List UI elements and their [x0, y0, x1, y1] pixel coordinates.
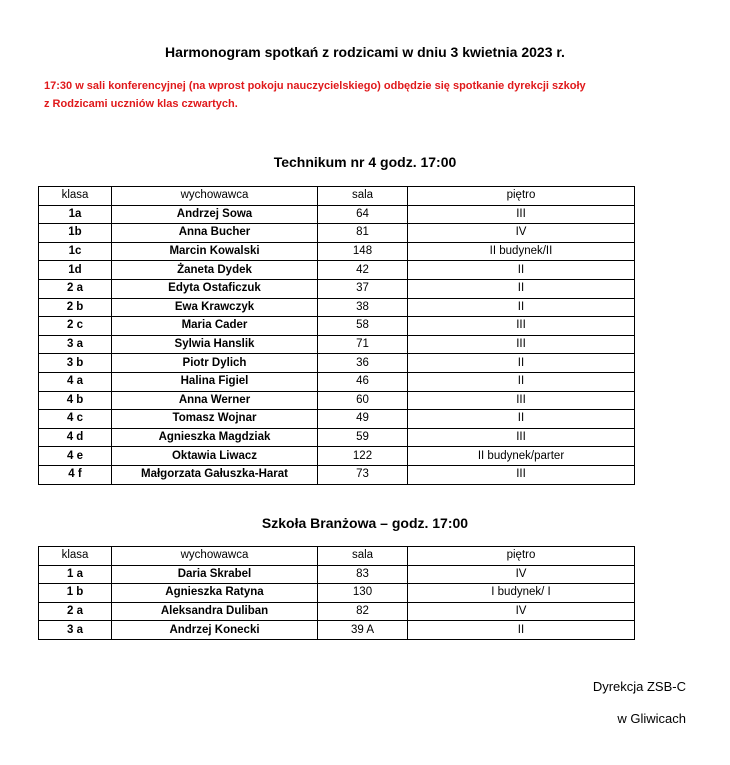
cell-wychowawca: Andrzej Sowa: [112, 205, 318, 224]
cell-klasa: 4 b: [39, 391, 112, 410]
cell-pietro: II: [408, 279, 635, 298]
cell-sala: 37: [318, 279, 408, 298]
table-row: [39, 391, 635, 410]
table-row: [39, 410, 635, 429]
cell-pietro: III: [408, 317, 635, 336]
cell-pietro: II: [408, 372, 635, 391]
cell-klasa: 2 b: [39, 298, 112, 317]
cell-klasa: 4 f: [39, 465, 112, 484]
col-header-wychowawca: wychowawca: [112, 187, 318, 206]
table-row: [39, 447, 635, 466]
cell-klasa: 4 e: [39, 447, 112, 466]
cell-sala: 39 A: [318, 621, 408, 640]
section-heading-technikum: Technikum nr 4 godz. 17:00: [273, 154, 457, 170]
cell-klasa: 3 a: [39, 621, 112, 640]
col-header-pietro: piętro: [408, 547, 635, 566]
cell-wychowawca: Żaneta Dydek: [112, 261, 318, 280]
cell-pietro: II: [408, 298, 635, 317]
cell-wychowawca: Anna Bucher: [112, 224, 318, 243]
cell-klasa: 1d: [39, 261, 112, 280]
cell-sala: 82: [318, 602, 408, 621]
cell-wychowawca: Andrzej Konecki: [112, 621, 318, 640]
table-row: [39, 335, 635, 354]
table-row: [39, 465, 635, 484]
cell-pietro: II budynek/II: [408, 242, 635, 261]
cell-wychowawca: Marcin Kowalski: [112, 242, 318, 261]
table-row: [39, 428, 635, 447]
cell-pietro: II budynek/parter: [408, 447, 635, 466]
cell-klasa: 1a: [39, 205, 112, 224]
cell-sala: 38: [318, 298, 408, 317]
cell-pietro: III: [408, 391, 635, 410]
table-row: [39, 584, 635, 603]
cell-sala: 71: [318, 335, 408, 354]
col-header-pietro: piętro: [408, 187, 635, 206]
cell-pietro: IV: [408, 565, 635, 584]
cell-wychowawca: Sylwia Hanslik: [112, 335, 318, 354]
cell-klasa: 3 a: [39, 335, 112, 354]
cell-sala: 36: [318, 354, 408, 373]
cell-wychowawca: Edyta Ostaficzuk: [112, 279, 318, 298]
table-row: [39, 372, 635, 391]
col-header-sala: sala: [318, 547, 408, 566]
table-row: [39, 621, 635, 640]
table-row: [39, 354, 635, 373]
cell-pietro: II: [408, 621, 635, 640]
col-header-wychowawca: wychowawca: [112, 547, 318, 566]
notice-line-2: z Rodzicami uczniów klas czwartych.: [44, 98, 238, 110]
cell-wychowawca: Ewa Krawczyk: [112, 298, 318, 317]
cell-sala: 64: [318, 205, 408, 224]
cell-pietro: III: [408, 205, 635, 224]
cell-pietro: II: [408, 261, 635, 280]
szkola-branzowa-table: [38, 546, 635, 640]
cell-wychowawca: Daria Skrabel: [112, 565, 318, 584]
cell-sala: 46: [318, 372, 408, 391]
cell-sala: 130: [318, 584, 408, 603]
col-header-sala: sala: [318, 187, 408, 206]
table-header-row: [39, 547, 635, 566]
cell-sala: 49: [318, 410, 408, 429]
cell-pietro: III: [408, 465, 635, 484]
notice-text: [44, 77, 664, 113]
cell-wychowawca: Piotr Dylich: [112, 354, 318, 373]
table-row: [39, 298, 635, 317]
cell-pietro: II: [408, 354, 635, 373]
table-row: [39, 565, 635, 584]
cell-pietro: I budynek/ I: [408, 584, 635, 603]
cell-wychowawca: Agnieszka Ratyna: [112, 584, 318, 603]
cell-klasa: 2 a: [39, 602, 112, 621]
cell-klasa: 4 a: [39, 372, 112, 391]
signature-line-1: Dyrekcja ZSB-C: [592, 679, 686, 694]
page-title: Harmonogram spotkań z rodzicami w dniu 3 kwietnia 2023 r.: [165, 44, 565, 60]
signature-line-2: w Gliwicach: [617, 711, 686, 726]
technikum-table: [38, 186, 635, 485]
cell-klasa: 3 b: [39, 354, 112, 373]
section-heading-szkola-branzowa: Szkoła Branżowa – godz. 17:00: [261, 515, 469, 531]
cell-wychowawca: Agnieszka Magdziak: [112, 428, 318, 447]
cell-klasa: 1 b: [39, 584, 112, 603]
cell-sala: 60: [318, 391, 408, 410]
table-row: [39, 602, 635, 621]
col-header-klasa: klasa: [39, 547, 112, 566]
table-row: [39, 205, 635, 224]
cell-sala: 58: [318, 317, 408, 336]
cell-wychowawca: Małgorzata Gałuszka-Harat: [112, 465, 318, 484]
cell-pietro: III: [408, 335, 635, 354]
table-row: [39, 242, 635, 261]
cell-sala: 122: [318, 447, 408, 466]
cell-klasa: 1b: [39, 224, 112, 243]
cell-klasa: 2 c: [39, 317, 112, 336]
cell-wychowawca: Aleksandra Duliban: [112, 602, 318, 621]
cell-sala: 83: [318, 565, 408, 584]
notice-line-1: 17:30 w sali konferencyjnej (na wprost pokoju nauczycielskiego) odbędzie się spotkanie dyrekcji szkoły: [44, 80, 586, 92]
cell-klasa: 1 a: [39, 565, 112, 584]
cell-pietro: IV: [408, 602, 635, 621]
cell-sala: 59: [318, 428, 408, 447]
cell-klasa: 2 a: [39, 279, 112, 298]
cell-pietro: II: [408, 410, 635, 429]
cell-sala: 81: [318, 224, 408, 243]
cell-klasa: 4 d: [39, 428, 112, 447]
cell-wychowawca: Anna Werner: [112, 391, 318, 410]
cell-klasa: 1c: [39, 242, 112, 261]
table-row: [39, 224, 635, 243]
col-header-klasa: klasa: [39, 187, 112, 206]
table-row: [39, 279, 635, 298]
table-row: [39, 317, 635, 336]
cell-sala: 73: [318, 465, 408, 484]
cell-wychowawca: Halina Figiel: [112, 372, 318, 391]
cell-sala: 42: [318, 261, 408, 280]
cell-sala: 148: [318, 242, 408, 261]
table-row: [39, 261, 635, 280]
cell-wychowawca: Oktawia Liwacz: [112, 447, 318, 466]
cell-klasa: 4 c: [39, 410, 112, 429]
cell-pietro: IV: [408, 224, 635, 243]
cell-wychowawca: Tomasz Wojnar: [112, 410, 318, 429]
table-header-row: [39, 187, 635, 206]
cell-wychowawca: Maria Cader: [112, 317, 318, 336]
cell-pietro: III: [408, 428, 635, 447]
